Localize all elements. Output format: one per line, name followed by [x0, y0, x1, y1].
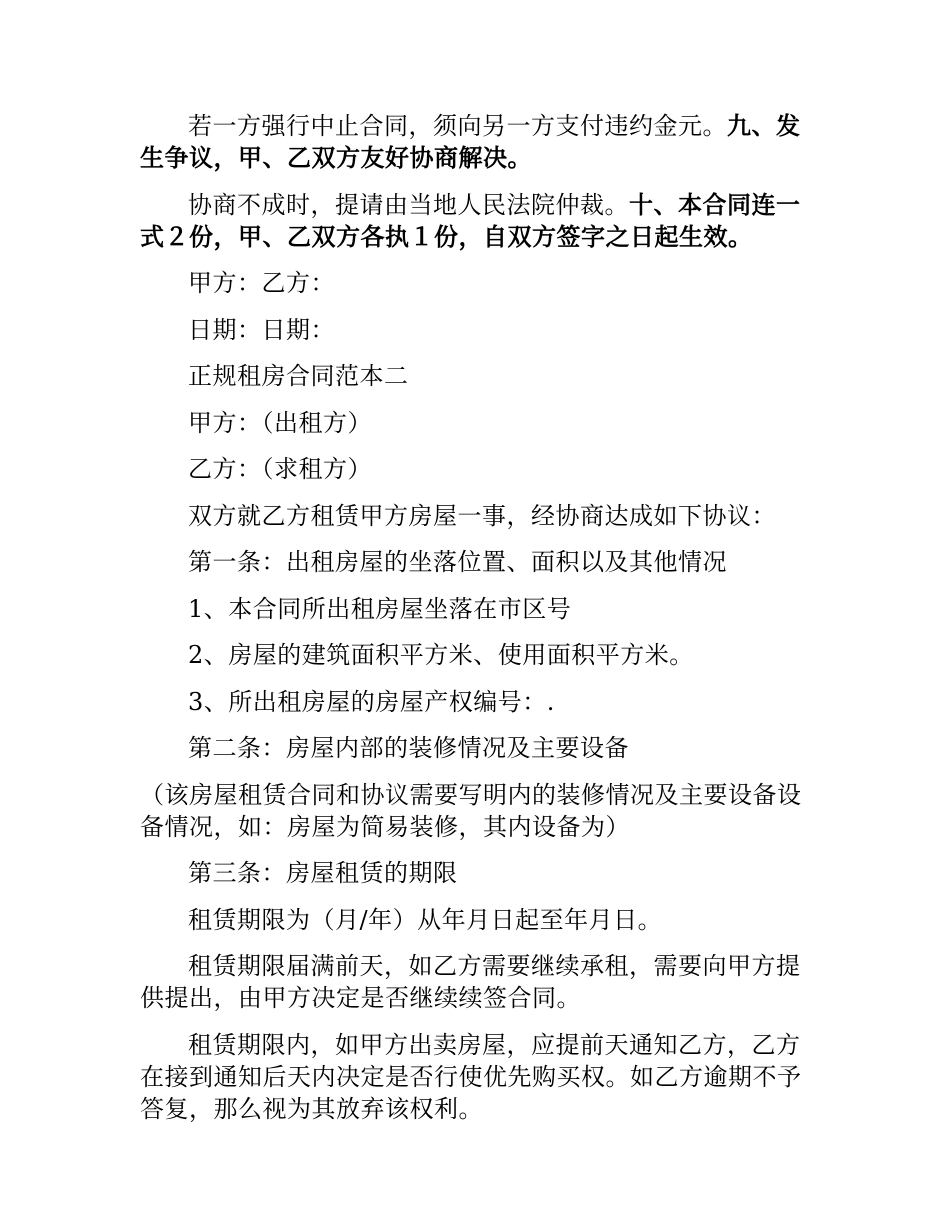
paragraph-lease-term: 租赁期限为（月/年）从年月日起至年月日。 — [188, 905, 663, 934]
clause-nine-bold: 九、发生争议，甲、乙双方友好协商解决。 — [140, 111, 801, 172]
paragraph-text: 协商不成时，提请由当地人民法院仲裁。 — [188, 190, 629, 219]
paragraph-arbitration — [140, 189, 810, 253]
paragraph-item-1: 1、本合同所出租房屋坐落在市区号 — [188, 594, 572, 623]
paragraph-renewal: 租赁期限届满前天，如乙方需要继续承租，需要向甲方提供提出，由甲方决定是否继续续签合同。 — [140, 952, 801, 1012]
paragraph-equipment-note: （该房屋租赁合同和协议需要写明内的装修情况及主要设备设备情况，如：房屋为简易装修，其内设备为） — [140, 780, 802, 841]
paragraph-text: 若一方强行中止合同，须向另一方支付违约金元。 — [188, 112, 727, 140]
paragraph-breach-penalty — [140, 110, 810, 174]
clause-ten-bold: 十、本合同连一式２份，甲、乙双方各执１份，自双方签字之日起生效。 — [140, 189, 801, 251]
paragraph-item-3: 3、所出租房屋的房屋产权编号：. — [188, 687, 555, 716]
paragraph-article-three: 第三条：房屋租赁的期限 — [188, 859, 458, 887]
paragraph-party-a: 甲方：（出租方） — [188, 408, 372, 437]
paragraph-dates: 日期：日期： — [188, 315, 335, 344]
paragraph-item-2: 2、房屋的建筑面积平方米、使用面积平方米。 — [188, 641, 694, 669]
paragraph-template-title: 正规租房合同范本二 — [188, 362, 409, 390]
paragraph-agreement-intro: 双方就乙方租赁甲方房屋一事，经协商达成如下协议： — [188, 501, 776, 530]
paragraph-preemption: 租赁期限内，如甲方出卖房屋，应提前天通知乙方，乙方在接到通知后天内决定是否行使优先购买权。如乙方逾期不予答复，那么视为其放弃该权利。 — [140, 1030, 802, 1123]
paragraph-parties-signature: 甲方：乙方： — [188, 269, 335, 297]
paragraph-article-two: 第二条：房屋内部的装修情况及主要设备 — [188, 734, 629, 762]
paragraph-article-one: 第一条：出租房屋的坐落位置、面积以及其他情况 — [188, 548, 727, 576]
paragraph-party-b: 乙方：（求租方） — [188, 455, 372, 483]
document-page — [140, 110, 810, 1125]
